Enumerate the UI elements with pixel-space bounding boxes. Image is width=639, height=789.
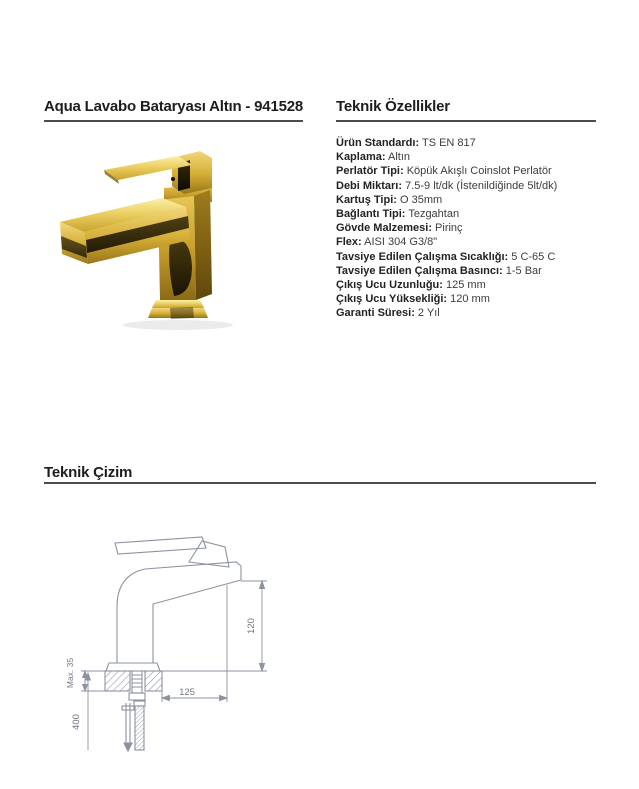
spec-row [336, 292, 631, 306]
dim-label-120: 120 [246, 618, 257, 634]
spec-label: Flex: [336, 236, 362, 249]
spec-label: Bağlantı Tipi: [336, 208, 406, 221]
specs-title: Teknik Özellikler [336, 98, 450, 115]
dim-label-max35: Max. 35 [65, 657, 75, 689]
dimension-lines [81, 581, 267, 750]
specs-title-rule [336, 120, 596, 122]
spec-label: Kartuş Tipi: [336, 193, 397, 206]
spec-row [336, 136, 631, 150]
spec-value: 5 C-65 C [508, 250, 556, 263]
product-photo [52, 136, 272, 336]
spec-label: Kaplama: [336, 151, 386, 164]
technical-drawing-svg [55, 515, 355, 765]
drawing-title: Teknik Çizim [44, 464, 133, 481]
technical-drawing [55, 515, 355, 765]
spec-label: Perlatör Tipi: [336, 165, 404, 178]
faucet-handle-screw [171, 177, 175, 181]
spec-value: O 35mm [396, 193, 443, 206]
dim-label-125: 125 [179, 687, 195, 698]
spec-value: TS EN 817 [419, 137, 476, 149]
spec-row [336, 221, 631, 235]
spec-value: Tezgahtan [405, 208, 460, 221]
spec-row [336, 179, 631, 193]
spec-value: AISI 304 G3/8" [361, 236, 438, 249]
spec-value: Altın [385, 151, 410, 164]
spec-row [336, 150, 631, 164]
spec-row [336, 193, 631, 207]
faucet-base-step1 [152, 300, 204, 308]
spec-list [336, 136, 631, 321]
spec-value: 120 mm [447, 293, 490, 306]
faucet-shadow [123, 320, 233, 330]
spec-label: Tavsiye Edilen Çalışma Sıcaklığı: [336, 250, 509, 263]
faucet-photo-svg [52, 136, 272, 336]
spec-row [336, 207, 631, 221]
product-title: Aqua Lavabo Bataryası Altın - 941528 [44, 98, 304, 115]
spec-label: Garanti Süresi: [336, 307, 415, 320]
spec-row [336, 250, 631, 264]
spec-row [336, 306, 631, 320]
faucet-outline [105, 537, 241, 751]
spec-row [336, 278, 631, 292]
spec-value: 7.5-9 lt/dk (İstenildiğinde 5lt/dk) [402, 179, 558, 192]
spec-label: Çıkış Ucu Uzunluğu: [336, 279, 443, 292]
spec-row [336, 264, 631, 278]
spec-value: Köpük Akışlı Coinslot Perlatör [403, 165, 552, 178]
spec-row [336, 235, 631, 249]
spec-label: Gövde Malzemesi: [336, 222, 432, 235]
spec-value: 2 Yıl [414, 307, 440, 320]
spec-label: Ürün Standardı: [336, 137, 420, 149]
product-title-rule [44, 120, 303, 122]
spec-label: Debi Miktarı: [336, 179, 403, 192]
drawing-title-rule [44, 482, 596, 484]
spec-label: Çıkış Ucu Yüksekliği: [336, 293, 448, 306]
spec-value: 1-5 Bar [502, 264, 542, 277]
spec-value: 125 mm [442, 279, 486, 292]
faucet-base-reflection [170, 307, 194, 319]
spec-row [336, 164, 631, 178]
dim-label-400: 400 [71, 714, 82, 730]
spec-label: Tavsiye Edilen Çalışma Basıncı: [336, 264, 503, 277]
faucet-body-side [194, 190, 212, 300]
spec-value: Pirinç [431, 222, 463, 235]
